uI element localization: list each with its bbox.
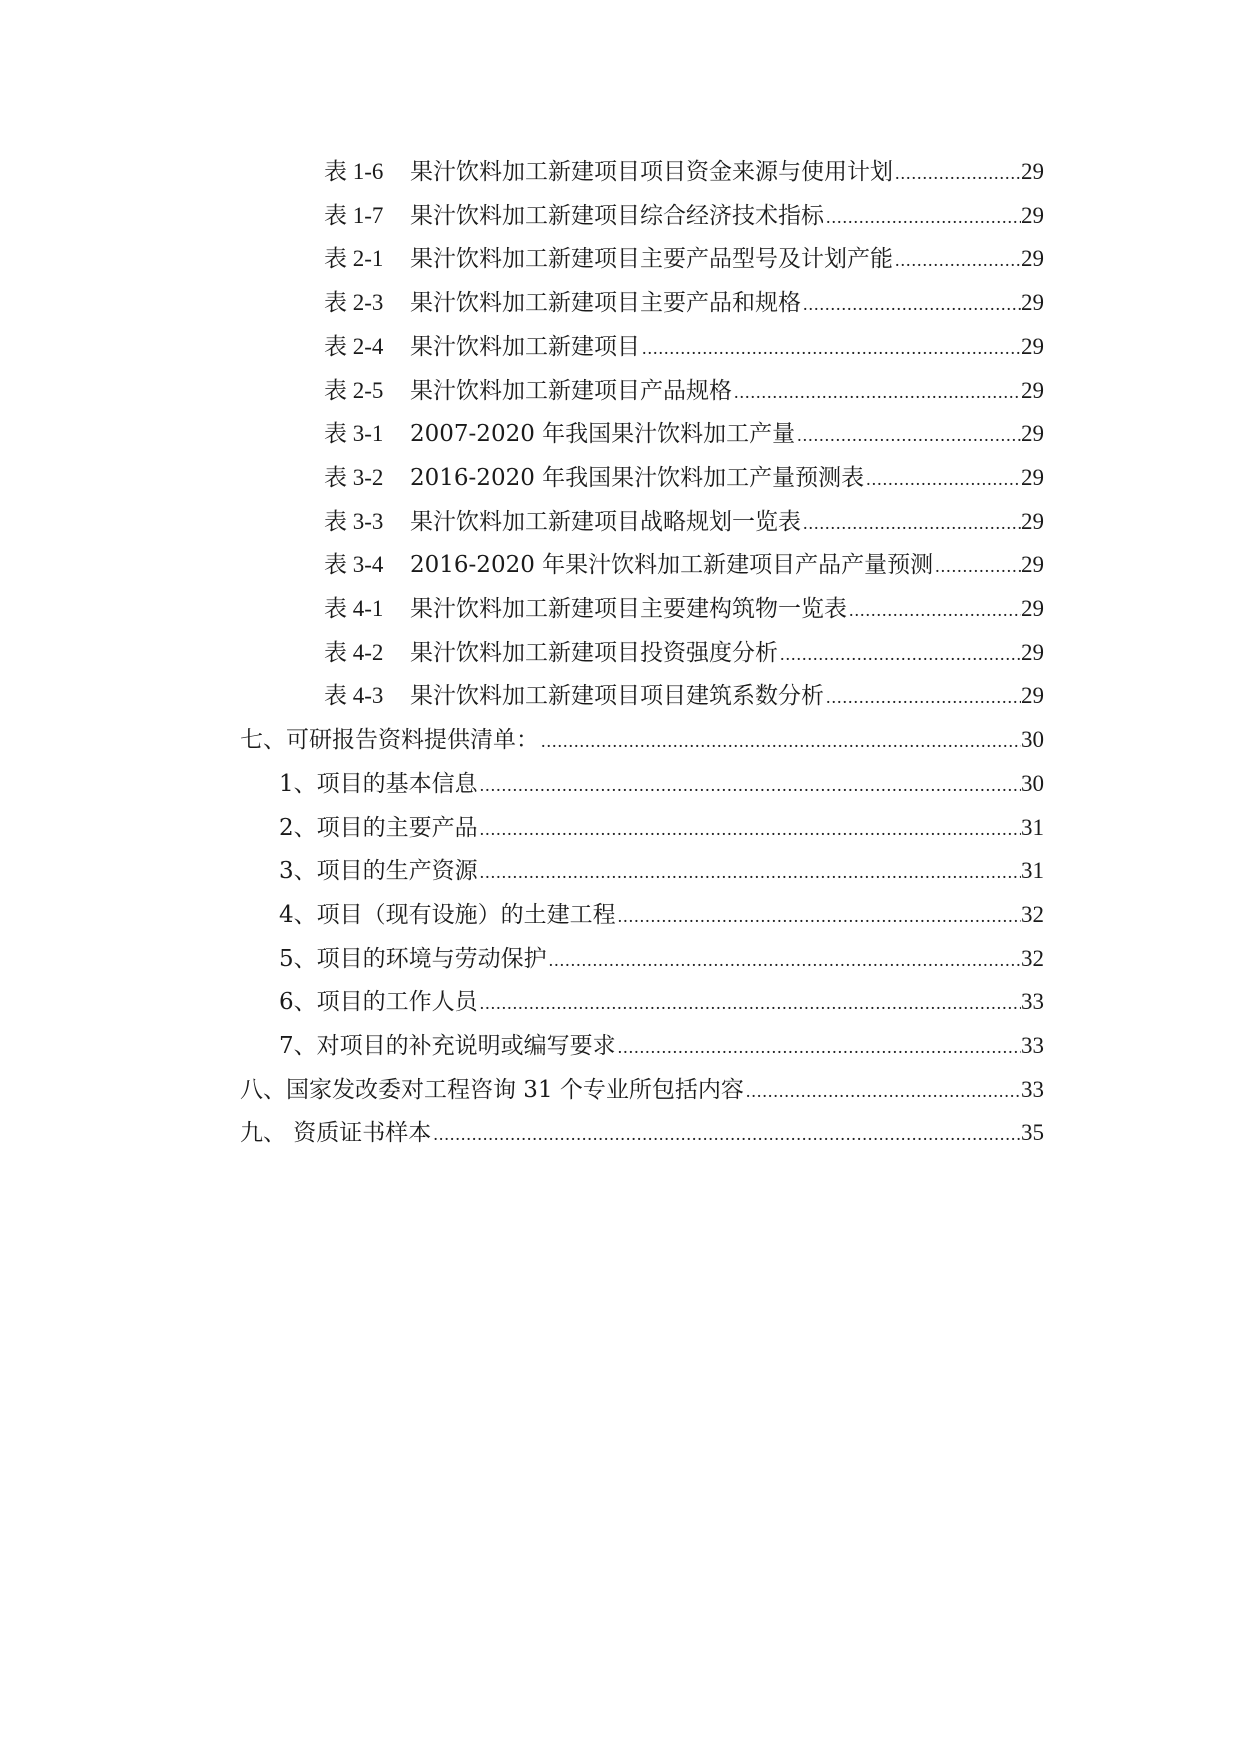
toc-entry[interactable] (324, 414, 1044, 454)
toc-dot-leader (778, 634, 1021, 674)
toc-entry-page-number: 33 (1021, 1033, 1044, 1058)
toc-entry-number: 表 3-2 (324, 464, 384, 490)
toc-entry[interactable] (324, 502, 1044, 542)
toc-dot-leader (933, 546, 1021, 586)
toc-entry-title: 果汁饮料加工新建项目产品规格 (410, 377, 732, 404)
toc-entry-page-number: 29 (1021, 333, 1044, 359)
toc-entry-page-number: 32 (1021, 901, 1044, 927)
toc-dot-leader (847, 590, 1021, 630)
toc-entry[interactable] (324, 371, 1044, 411)
toc-entry[interactable] (324, 196, 1044, 236)
toc-entry-title: 果汁饮料加工新建项目主要产品和规格 (410, 290, 801, 317)
toc-dot-leader (801, 503, 1021, 543)
toc-entry-page-number: 33 (1021, 1076, 1044, 1102)
toc-dot-leader (824, 197, 1021, 237)
toc-entry[interactable] (324, 589, 1044, 629)
toc-entry[interactable] (240, 1070, 1044, 1110)
toc-entry-page-number: 31 (1021, 858, 1044, 884)
toc-entry[interactable] (240, 720, 1044, 760)
toc-entry-page-number: 32 (1021, 945, 1044, 971)
toc-entry-title: 果汁饮料加工新建项目投资强度分析 (410, 639, 778, 666)
toc-entry-title: 果汁饮料加工新建项目项目建筑系数分析 (410, 683, 824, 710)
toc-entry-page-number: 29 (1021, 639, 1044, 665)
toc-entry-page-number: 35 (1021, 1120, 1044, 1146)
toc-dot-leader (547, 940, 1021, 980)
toc-entry-title: 2016-2020 年果汁饮料加工新建项目产品产量预测 (410, 552, 934, 579)
toc-entry[interactable] (324, 458, 1044, 498)
toc-dot-leader (478, 852, 1021, 892)
toc-entry-title: 果汁饮料加工新建项目战略规划一览表 (410, 508, 801, 535)
toc-entry-title: 果汁饮料加工新建项目综合经济技术指标 (410, 202, 824, 229)
toc-dot-leader (431, 1114, 1021, 1154)
toc-entry-title: 果汁饮料加工新建项目主要建构筑物一览表 (410, 596, 847, 622)
toc-entry-number: 表 1-6 (324, 159, 384, 184)
toc-entry-title: 6、项目的工作人员 (279, 989, 478, 1016)
toc-entry-number: 表 2-5 (324, 377, 384, 403)
toc-entry[interactable] (324, 239, 1044, 279)
toc-entry-number: 表 2-4 (324, 333, 384, 359)
toc-dot-leader (732, 372, 1021, 412)
toc-entry[interactable] (324, 283, 1044, 323)
toc-entry-page-number: 29 (1021, 508, 1044, 534)
toc-entry-number: 表 4-3 (324, 683, 384, 709)
toc-entry-page-number: 29 (1021, 246, 1044, 272)
toc-entry-page-number: 29 (1021, 377, 1044, 403)
toc-entry[interactable] (324, 152, 1044, 192)
toc-entry-page-number: 29 (1021, 464, 1044, 490)
toc-entry-page-number: 29 (1021, 421, 1044, 447)
toc-entry[interactable] (279, 764, 1044, 804)
toc-entry[interactable] (324, 545, 1044, 585)
toc-entry[interactable] (279, 1026, 1044, 1066)
toc-entry-page-number: 33 (1021, 989, 1044, 1015)
toc-entry-number: 表 2-3 (324, 290, 384, 316)
toc-entry[interactable] (279, 982, 1044, 1022)
toc-dot-leader (893, 153, 1021, 193)
toc-entry-title: 果汁饮料加工新建项目项目资金来源与使用计划 (410, 159, 893, 185)
toc-entry-title: 1、项目的基本信息 (279, 770, 478, 797)
toc-dot-leader (616, 1027, 1021, 1067)
toc-dot-leader (478, 809, 1021, 849)
toc-entry-title: 2、项目的主要产品 (279, 814, 478, 841)
toc-dot-leader (801, 284, 1021, 324)
toc-entry-number: 表 3-1 (324, 421, 384, 447)
toc-entry-page-number: 31 (1021, 814, 1044, 840)
toc-entry-page-number: 30 (1021, 770, 1044, 796)
toc-entry-title: 七、可研报告资料提供清单： (240, 727, 539, 754)
toc-entry[interactable] (240, 1113, 1044, 1153)
toc-entry[interactable] (279, 895, 1044, 935)
toc-dot-leader (795, 415, 1021, 455)
toc-entry-number: 表 2-1 (324, 246, 384, 272)
toc-entry-number: 表 3-3 (324, 508, 384, 534)
toc-entry-number: 表 3-4 (324, 552, 384, 578)
toc-entry-page-number: 29 (1021, 159, 1044, 184)
toc-dot-leader (824, 677, 1021, 717)
toc-entry-title: 2007-2020 年我国果汁饮料加工产量 (410, 421, 796, 448)
toc-entry-page-number: 29 (1021, 596, 1044, 621)
toc-entry[interactable] (324, 327, 1044, 367)
toc-entry-title: 7、对项目的补充说明或编写要求 (279, 1033, 616, 1059)
toc-entry-title: 八、国家发改委对工程咨询 31 个专业所包括内容 (240, 1076, 744, 1103)
toc-entry-title: 5、项目的环境与劳动保护 (279, 945, 547, 972)
toc-entry-page-number: 29 (1021, 290, 1044, 316)
toc-entry-page-number: 29 (1021, 552, 1044, 578)
toc-entry-page-number: 29 (1021, 202, 1044, 228)
toc-dot-leader (864, 459, 1021, 499)
toc-entry-number: 表 4-2 (324, 639, 384, 665)
toc-entry[interactable] (324, 633, 1044, 673)
toc-entry-page-number: 29 (1021, 683, 1044, 709)
toc-entry-title: 3、项目的生产资源 (279, 858, 478, 885)
toc-entry[interactable] (279, 939, 1044, 979)
toc-entry-title: 九、 资质证书样本 (240, 1120, 432, 1147)
toc-entry[interactable] (279, 851, 1044, 891)
toc-entry-page-number: 30 (1021, 727, 1044, 753)
toc-dot-leader (744, 1071, 1021, 1111)
toc-entry-title: 2016-2020 年我国果汁饮料加工产量预测表 (410, 464, 865, 491)
toc-entry-title: 果汁饮料加工新建项目主要产品型号及计划产能 (410, 246, 893, 273)
toc-dot-leader (539, 721, 1021, 761)
toc-entry[interactable] (279, 808, 1044, 848)
toc-entry-title: 果汁饮料加工新建项目 (410, 333, 640, 360)
toc-dot-leader (478, 765, 1021, 805)
toc-dot-leader (478, 983, 1021, 1023)
toc-dot-leader (640, 328, 1021, 368)
toc-entry-title: 4、项目（现有设施）的土建工程 (279, 901, 616, 928)
toc-entry-number: 表 4-1 (324, 596, 384, 621)
toc-dot-leader (893, 240, 1021, 280)
toc-entry-number: 表 1-7 (324, 202, 384, 228)
toc-entry[interactable] (324, 676, 1044, 716)
toc-dot-leader (616, 896, 1021, 936)
